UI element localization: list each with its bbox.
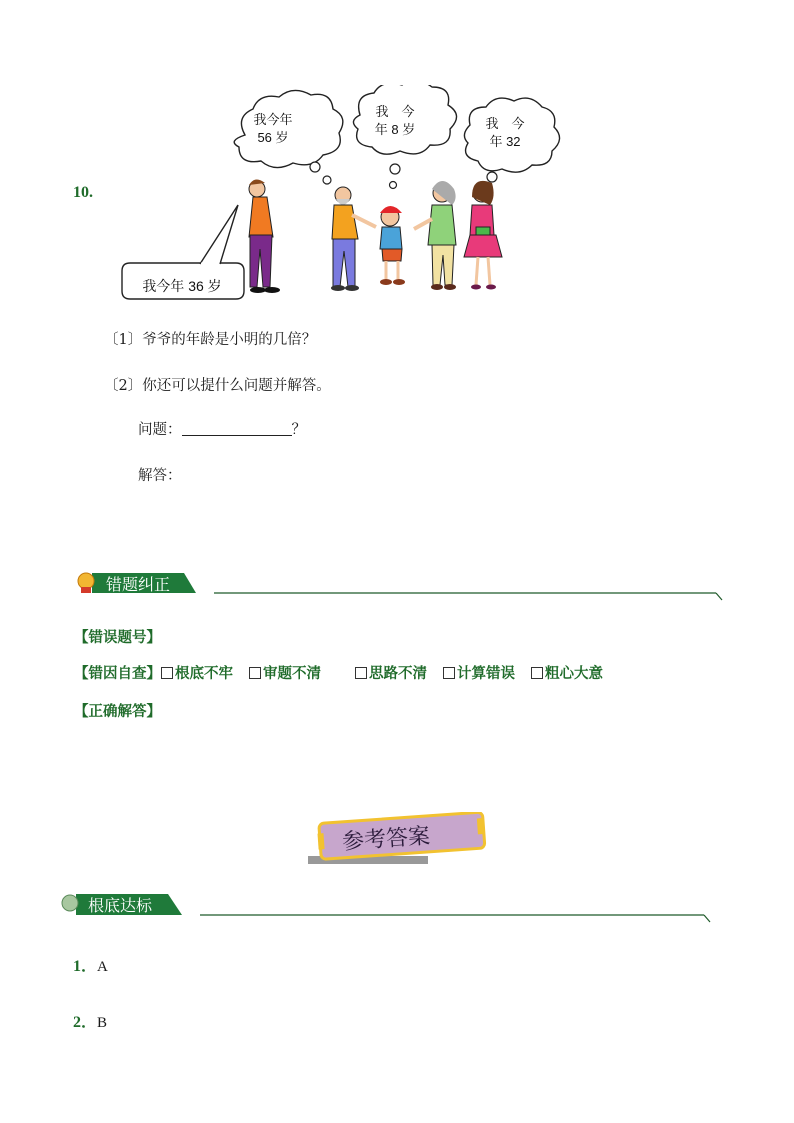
checkbox-icon: [443, 667, 455, 679]
option-2[interactable]: 审题不清: [249, 665, 321, 682]
dad-bubble-text: 我今年 36 岁: [142, 278, 222, 294]
boy-bubble-line2: 年 8 岁: [374, 122, 416, 137]
checkbox-icon: [531, 667, 543, 679]
sub-question-1: 〔1〕爷爷的年龄是小明的几倍？: [104, 332, 317, 348]
option-5[interactable]: 粗心大意: [531, 665, 603, 682]
answer-number: 1．: [73, 958, 98, 975]
boy-bubble-line1: 我 今: [375, 104, 415, 119]
checkbox-icon: [161, 667, 173, 679]
ask-label: 问题：: [138, 422, 182, 438]
question-number: 10.: [73, 184, 93, 201]
ask-row: [138, 418, 306, 439]
answer-label: 解答：: [138, 468, 182, 484]
answer-number: 2．: [73, 1014, 98, 1031]
error-cause-row: [74, 662, 603, 683]
ask-blank[interactable]: [182, 421, 292, 436]
correct-answer-row: 【正确解答】: [74, 703, 161, 720]
ask-suffix: ？: [291, 422, 306, 438]
error-banner-graphic: [76, 569, 726, 603]
answer-value: A: [97, 959, 108, 975]
grandpa-figure: [331, 187, 376, 291]
answer-value: B: [97, 1015, 108, 1031]
grandpa-bubble-line2: 56 岁: [257, 130, 289, 145]
grandpa-bubble-line1: 我今年: [253, 112, 293, 127]
sub-question-2: 〔2〕你还可以提什么问题并解答。: [104, 378, 331, 394]
boy-figure: [380, 206, 405, 285]
basics-banner-title: 根底达标: [88, 896, 153, 915]
mom-bubble-text: [475, 115, 535, 151]
boy-bubble-text: [365, 103, 425, 139]
checkbox-icon: [355, 667, 367, 679]
dad-figure: [249, 179, 280, 293]
option-1[interactable]: 根底不牢: [161, 665, 233, 682]
answer-item-2: [73, 1009, 107, 1032]
checkbox-icon: [249, 667, 261, 679]
error-banner: [76, 569, 726, 603]
mom-figure: [464, 181, 502, 290]
error-cause-label: 【错因自查】: [74, 665, 161, 682]
error-banner-title: 错题纠正: [106, 575, 171, 594]
mom-bubble-line1: 我 今: [485, 116, 525, 131]
grandma-figure: [414, 181, 456, 290]
answer-title-plate: [306, 812, 490, 866]
option-3[interactable]: 思路不清: [355, 665, 427, 682]
grandpa-bubble-text: [243, 111, 303, 147]
answer-title: 参考答案: [341, 823, 431, 856]
option-4[interactable]: 计算错误: [443, 665, 515, 682]
basics-banner-graphic: [60, 891, 720, 925]
mom-bubble-line2: 年 32: [489, 134, 521, 149]
answer-item-1: [73, 953, 108, 976]
basics-banner: [60, 891, 720, 925]
error-number-row: 【错误题号】: [74, 629, 161, 646]
